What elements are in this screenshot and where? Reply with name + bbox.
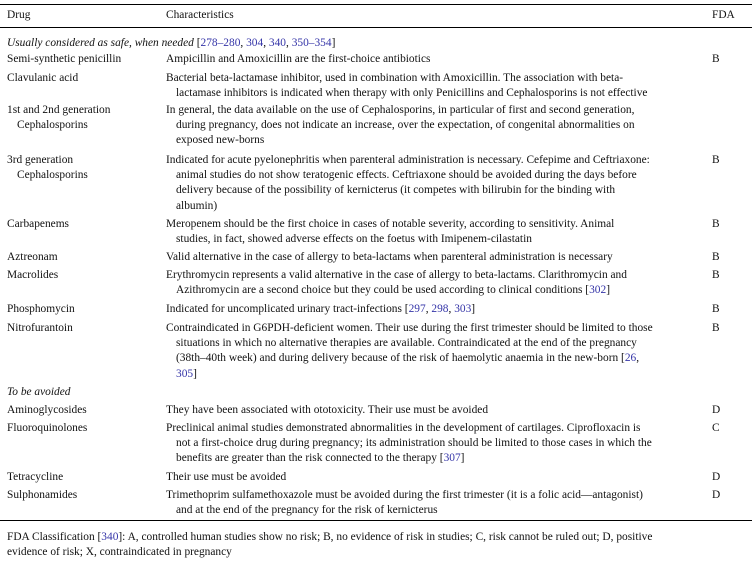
- drug-name: Fluoroquinolones: [7, 422, 88, 434]
- section-refs: [278–280, 304, 340, 350–354]: [196, 37, 336, 49]
- fda-category: B: [712, 218, 720, 230]
- header-characteristics: Characteristics: [166, 9, 234, 21]
- section-title: [7, 385, 71, 400]
- characteristics-line: studies, in fact, showed adverse effects on the foetus with Imipenem-cilastatin: [176, 233, 532, 246]
- header-drug: Drug: [7, 9, 31, 21]
- characteristics-line: Indicated for uncomplicated urinary tract-infections [297, 298, 303]: [166, 303, 476, 315]
- drug-name: Aminoglycosides: [7, 404, 87, 416]
- footnote-line-2: evidence of risk; X, contraindicated in pregnancy: [7, 546, 232, 558]
- drug-name: Nitrofurantoin: [7, 322, 73, 334]
- fda-category: B: [712, 154, 720, 166]
- characteristics-line: during pregnancy, does not indicate an increase, over the expectation, of congenital abnormalities on: [176, 119, 635, 132]
- characteristics-line: Erythromycin represents a valid alternative in the case of allergy to beta-lactams. Clarithromycin and: [166, 269, 627, 281]
- characteristics-line: Their use must be avoided: [166, 471, 287, 483]
- characteristics-line: Trimethoprim sulfamethoxazole must be avoided during the first trimester (it is a folic acid—antagonist): [166, 489, 643, 501]
- characteristics-line: not a first-choice drug during pregnancy; its administration should be limited to those cases in which the: [176, 437, 652, 450]
- drug-name: Tetracycline: [7, 471, 64, 483]
- characteristics-line: delivery because of the possibility of kernicterus (it competes with bilirubin for the binding with: [176, 184, 616, 197]
- characteristics-line: situations in which no alternative therapies are available. Contraindicated at the end of the pregnancy: [176, 337, 637, 350]
- section-title: [7, 36, 335, 51]
- drug-name: Macrolides: [7, 269, 59, 281]
- fda-category: B: [712, 53, 720, 65]
- characteristics-line: They have been associated with ototoxicity. Their use must be avoided: [166, 404, 489, 416]
- characteristics-line: Contraindicated in G6PDH-deficient women. Their use during the first trimester should be limited to those: [166, 322, 653, 334]
- bottom-rule: [0, 520, 752, 521]
- characteristics-line: Preclinical animal studies demonstrated abnormalities in the development of cartilages. Ciprofloxacin is: [166, 422, 641, 434]
- drug-name: Phosphomycin: [7, 303, 75, 315]
- characteristics-line: Bacterial beta-lactamase inhibitor, used in combination with Amoxicillin. The association with beta-: [166, 72, 624, 84]
- characteristics-line: Ampicillin and Amoxicillin are the first-choice antibiotics: [166, 53, 431, 65]
- header-fda: FDA: [712, 9, 735, 21]
- characteristics-line: benefits are greater than the risk connected to the therapy [307]: [176, 452, 465, 465]
- characteristics-line: In general, the data available on the use of Cephalosporins, in particular of first and second generation,: [166, 104, 635, 116]
- characteristics-line: Valid alternative in the case of allergy to beta-lactams when parenteral administration is necessary: [166, 251, 613, 263]
- characteristics-line: and at the end of the pregnancy for the risk of kernicterus: [176, 504, 438, 517]
- characteristics-line: exposed new-borns: [176, 134, 265, 147]
- characteristics-line: (38th–40th week) and during delivery because of the risk of haemolytic anaemia in the new-born [26,: [176, 352, 640, 365]
- header-rule: [0, 27, 752, 28]
- drug-name: Clavulanic acid: [7, 72, 79, 84]
- drug-name: 3rd generation: [7, 154, 74, 166]
- characteristics-line: albumin): [176, 199, 218, 212]
- drug-name: Aztreonam: [7, 251, 58, 263]
- characteristics-line: Meropenem should be the first choice in cases of notable severity, according to sensitivity. Animal: [166, 218, 615, 230]
- fda-category: B: [712, 303, 720, 315]
- fda-category: D: [712, 404, 721, 416]
- drug-name: Cephalosporins: [17, 119, 88, 132]
- fda-category: B: [712, 251, 720, 263]
- characteristics-line: lactamase inhibitors is indicated when therapy with only Penicillins and Cephalosporins is not effective: [176, 87, 648, 100]
- characteristics-line: 305]: [176, 367, 197, 380]
- fda-category: B: [712, 322, 720, 334]
- top-rule: [0, 4, 752, 5]
- characteristics-line: Indicated for acute pyelonephritis when parenteral administration is necessary. Cefepime and Ceftriaxone:: [166, 154, 650, 166]
- drug-name: Sulphonamides: [7, 489, 78, 501]
- section-title-text: Usually considered as safe, when needed: [7, 37, 194, 49]
- characteristics-line: animal studies do not show teratogenic effects. Ceftriaxone should be avoided during the days before: [176, 169, 637, 182]
- drug-name: Carbapenems: [7, 218, 69, 230]
- footnote-line-1: FDA Classification [340]: A, controlled human studies show no risk; B, no evidence of risk in studies; C, risk cannot be ruled out; D, positive: [7, 531, 653, 543]
- drug-name: Semi-synthetic penicillin: [7, 53, 122, 65]
- fda-category: D: [712, 471, 721, 483]
- fda-category: D: [712, 489, 721, 501]
- characteristics-line: Azithromycin are a second choice but they could be used according to clinical conditions [302]: [176, 284, 610, 297]
- drug-name: 1st and 2nd generation: [7, 104, 111, 116]
- drug-name: Cephalosporins: [17, 169, 88, 182]
- fda-category: B: [712, 269, 720, 281]
- fda-category: C: [712, 422, 720, 434]
- section-title-text: To be avoided: [7, 386, 71, 398]
